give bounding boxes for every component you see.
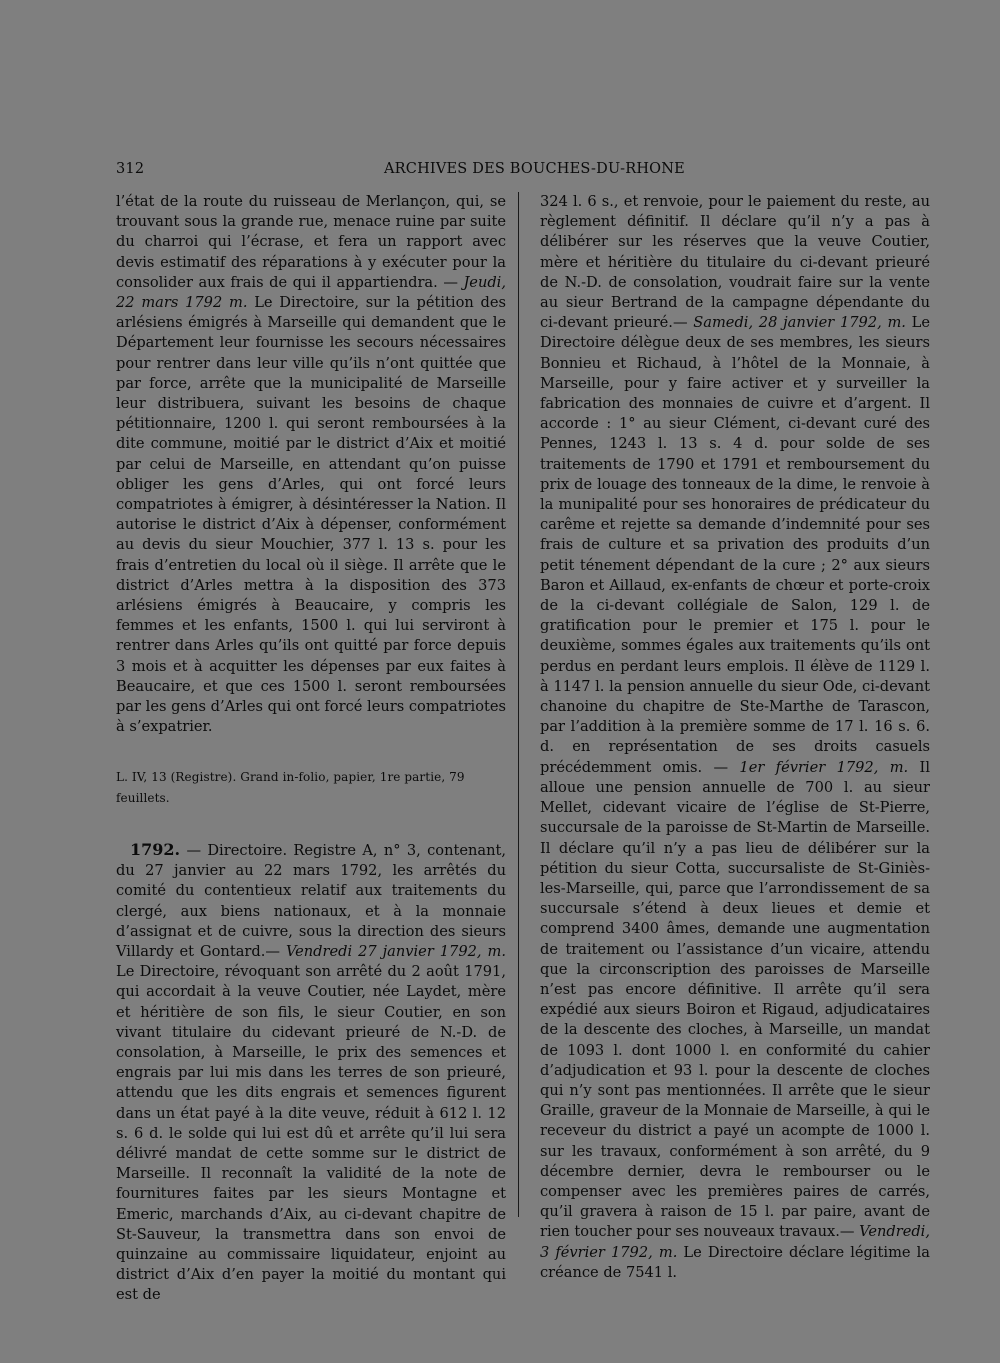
date-italic: Jeudi, 22 mars 1792 m. — [116, 273, 506, 312]
running-title: ARCHIVES DES BOUCHES-DU-RHONE — [384, 161, 685, 177]
text-span: Il alloue une pension annuelle de 700 l. au sieur Mellet, cidevant vicaire de l’église de St-Pierre, succursale de la paroisse de St-Martin de Marseille. Il déclare qu’il n’y a pas lieu de délibérer sur la pétition du sieur Cotta, succursaliste de St-Giniès-les-Marseille, qui, parce que l’arrondissement de sa succursale s’étend à deux lieues et demie et comprend 3400 âmes, demande une augmentation de traitement ou l’assistance d’un vicaire, attendu que la circonscription des paroisses de Marseille n’est pas encore définitive. Il arrête qu’il sera expédié aux sieurs Boiron et Rigaud, adjudicataires de la descente des cloches, à Marseille, un mandat de 1093 l. dont 1000 l. en conformité du cahier d’adjudication et 93 l. pour la descente de cloches qui n’y sont pas mentionnées. Il arrête que le sieur Graille, graveur de la Monnaie de Marseille, à qui le receveur du district a payé un acompte de 1000 l. sur les travaux, conformément à son arrêté, du 9 décembre dernier, devra le rembourser ou le compenser avec les premières paires de carrés, qu’il gravera à raison de 15 l. par paire, avant de rien toucher pour ses nouveaux travaux.— — [540, 758, 930, 1241]
text-span: Le Directoire déclare légitime la créance de 7541 l. — [540, 1243, 930, 1281]
entry-1792 — [116, 840, 506, 1306]
text-span: Le Directoire, sur la pétition des arlésiens émigrés à Marseille qui demandent que le Département leur fournisse les secours nécessaires pour rentrer dans leur ville qu’ils n’ont quittée que par force, arrête que la municipalité de Marseille leur distribuera, suivant les besoins de chaque pétitionnaire, 1200 l. qui seront remboursées à la dite commune, moitié par le district d’Aix et moitié par celui de Marseille, en attendant qu’on puisse obliger les gens d’Arles, qui ont forcé leurs compatriotes à émigrer, à désintéresser la Nation. Il autorise le district d’Aix à dépenser, conformément au devis du sieur Mouchier, 377 l. 13 s. pour les frais d’entretien du local où il siège. Il arrête que le district d’Arles mettra à la disposition des 373 arlésiens émigrés à Beaucaire, y compris les femmes et les enfants, 1500 l. qui lui serviront à rentrer dans Arles qu’ils ont quitté par force depuis 3 mois et à acquitter les dépenses par eux faites à Beaucaire, et que ces 1500 l. seront remboursées par les gens d’Arles qui ont forcé leurs compatriotes à s’expatrier. — [116, 294, 506, 736]
text-span: Le Directoire, révoquant son arrêté du 2 août 1791, qui accordait à la veuve Coutier, née Laydet, mère et héritière de son fils, le sieur Coutier, en son vivant titulaire du cidevant prieuré de N.-D. de consolation, à Marseille, le prix des semences et engrais par lui mis dans les terres de son prieuré, attendu que les dits engrais et semences figurent dans un état payé à la dite veuve, réduit à 612 l. 12 s. 6 d. le solde qui lui est dû et arrête qu’il lui sera délivré mandat de cette somme sur le district de Marseille. Il reconnaît la validité de la note de fournitures faites par les sieurs Montagne et Emeric, marchands d’Aix, au ci-devant chapitre de St-Sauveur, la transmettra dans son envoi de quinzaine au commissaire liquidateur, enjoint au district d’Aix d’en payer la moitié du montant qui est de — [116, 963, 506, 1304]
paragraph-merlancon — [116, 192, 506, 737]
date-italic: 1er février 1792, m. — [739, 758, 909, 776]
date-italic: Vendredi, 3 février 1792, m. — [540, 1223, 930, 1261]
paragraph-continuation — [540, 192, 930, 1283]
date-italic: Samedi, 28 janvier 1792, m. — [693, 314, 906, 332]
source-note: L. IV, 13 (Registre). Grand in-folio, papier, 1re partie, 79 feuillets. — [116, 770, 465, 805]
entry-year: 1792. — [130, 839, 181, 859]
column-divider — [518, 192, 519, 1217]
left-column — [116, 192, 506, 1306]
text-span: l’état de la route du ruisseau de Merlançon, qui, se trouvant sous la grande rue, menace ruine par suite du charroi qui l’écrase, et fera un rapport avec devis estimatif des réparations à y exécuter pour la consolider aux frais de qui il appartiendra. — — [116, 193, 506, 291]
right-column — [540, 192, 930, 1283]
text-span: Le Directoire délègue deux de ses membres, les sieurs Bonnieu et Richaud, à l’hôtel de la Monnaie, à Marseille, pour y faire activer et y surveiller la fabrication des monnaies de cuivre et d’argent. Il accorde : 1° au sieur Clément, ci-devant curé des Pennes, 1243 l. 13 s. 4 d. pour solde de ses traitements de 1790 et 1791 et remboursement du prix de louage des tonneaux de la dime, le renvoie à la munipalité pour ses honoraires de prédicateur du carême et rejette sa demande d’indemnité pour ses frais de culture et sa privation des produits d’un petit ténement dépendant de la cure ; 2° aux sieurs Baron et Aillaud, ex-enfants de chœur et porte-croix de la ci-devant collégiale de Salon, 129 l. de gratification pour le premier et 175 l. pour le deuxième, sommes égales aux traitements qu’ils ont perdus en perdant leurs emplois. Il élève de 1129 l. à 1147 l. la pension annuelle du sieur Ode, ci-devant chanoine du chapitre de Ste-Marthe de Tarascon, par l’addition à la première somme de 17 l. 16 s. 6. d. en représentation de ses droits casuels précédemment omis. — — [540, 314, 931, 776]
page-header — [116, 161, 906, 185]
text-span: — Directoire. Registre A, n° 3, contenant, du 27 janvier au 22 mars 1792, les arrêtés du comité du contentieux relatif aux traitements du clergé, aux biens nationaux, et à la monnaie d’assignat et de cuivre, sous la direction des sieurs Villardy et Gontard.— — [116, 841, 506, 960]
date-italic: Vendredi 27 janvier 1792, m. — [285, 942, 506, 960]
page-number: 312 — [116, 161, 145, 177]
text-span: 324 l. 6 s., et renvoie, pour le paiement du reste, au règlement définitif. Il déclare qu’il n’y a pas à délibérer sur les réserves que la veuve Coutier, mère et héritière du titulaire du ci-devant prieuré de N.-D. de consolation, voudrait faire sur la vente au sieur Bertrand de la campagne dépendante du ci-devant prieuré.— — [540, 193, 930, 332]
